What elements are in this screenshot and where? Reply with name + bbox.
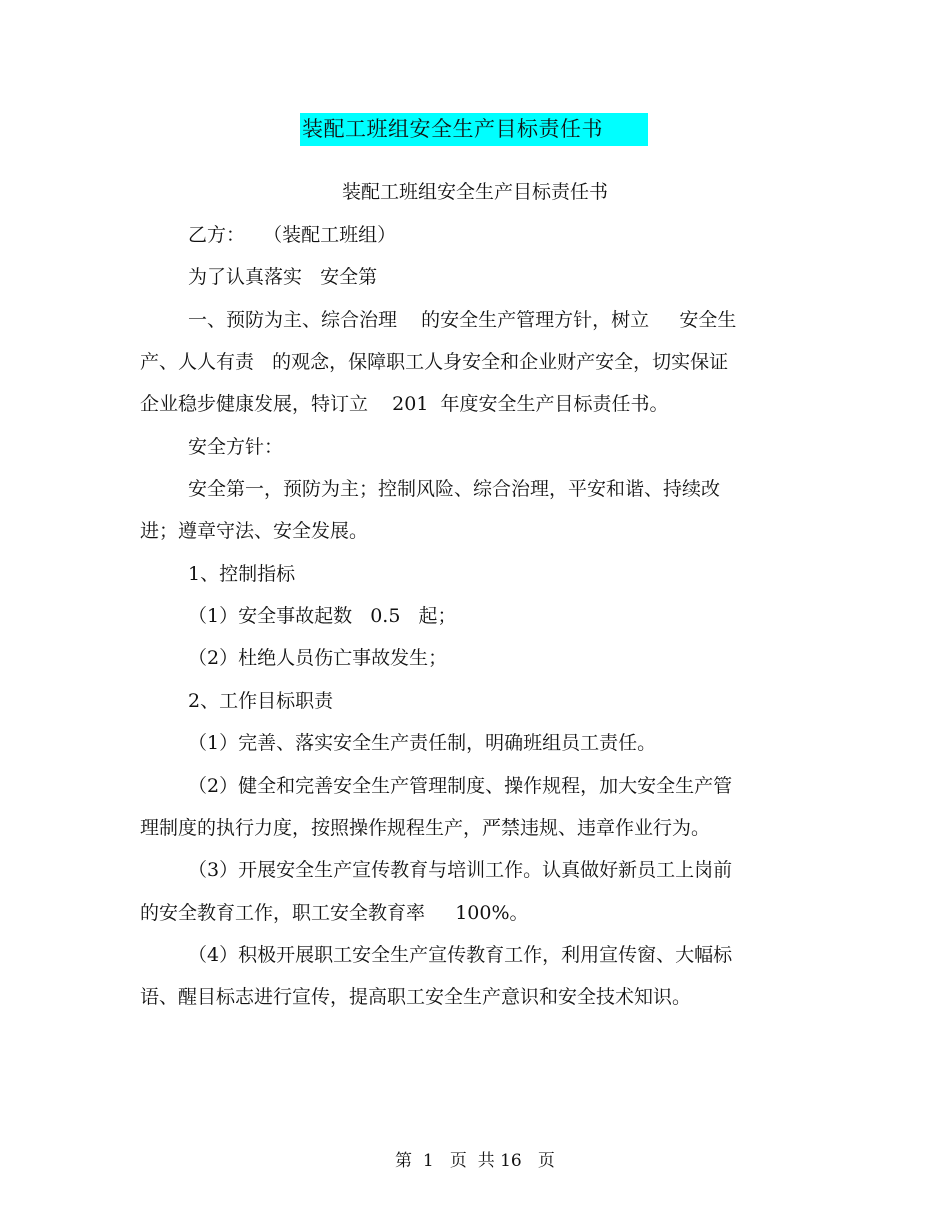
section-heading: 1、控制指标 — [188, 563, 296, 585]
body-paragraph-line: 企业稳步健康发展，特订立 201 年度安全生产目标责任书。 — [140, 393, 669, 415]
body-paragraph-line: 产、人人有责 的观念，保障职工人身安全和企业财产安全，切实保证 — [140, 351, 729, 373]
list-item: （4）积极开展职工安全生产宣传教育工作，利用宣传窗、大幅标 — [188, 944, 733, 966]
list-item: （1）安全事故起数 0.5 起； — [188, 605, 457, 627]
list-item-continuation: 理制度的执行力度，按照操作规程生产，严禁违规、违章作业行为。 — [140, 817, 711, 839]
document-heading: 装配工班组安全生产目标责任书 — [302, 117, 603, 141]
body-paragraph-line: 进；遵章守法、安全发展。 — [140, 520, 369, 542]
page-number-footer: 第 1 页 共 16 页 — [395, 1151, 555, 1171]
list-item-continuation: 语、醒目标志进行宣传，提高职工安全生产意识和安全技术知识。 — [140, 986, 692, 1008]
list-item-continuation: 的安全教育工作，职工安全教育率 100%。 — [140, 902, 529, 924]
document-subtitle: 装配工班组安全生产目标责任书 — [341, 181, 608, 203]
body-paragraph-line: 一、预防为主、综合治理 的安全生产管理方针，树立 安全生 — [188, 309, 737, 331]
body-paragraph-line: 安全第一，预防为主；控制风险、综合治理，平安和谐、持续改 — [188, 478, 721, 500]
list-item: （2）杜绝人员伤亡事故发生； — [188, 647, 448, 669]
list-item: （1）完善、落实安全生产责任制，明确班组员工责任。 — [188, 732, 657, 754]
section-heading: 2、工作目标职责 — [188, 690, 334, 712]
section-heading: 安全方针： — [188, 436, 284, 458]
party-b-line: 乙方： （装配工班组） — [188, 224, 397, 246]
body-paragraph-line: 为了认真落实 安全第 — [188, 266, 378, 288]
list-item: （2）健全和完善安全生产管理制度、操作规程，加大安全生产管 — [188, 775, 733, 797]
list-item: （3）开展安全生产宣传教育与培训工作。认真做好新员工上岗前 — [188, 859, 733, 881]
